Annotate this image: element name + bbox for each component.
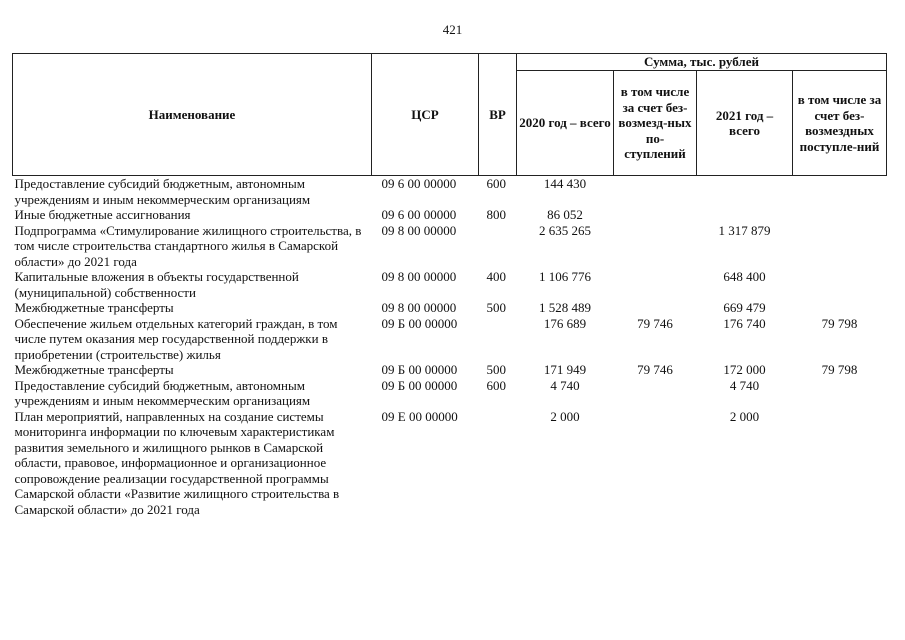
row-vr: 800 [486, 207, 506, 222]
row-name: План мероприятий, направленных на создание системы мониторинга информации по ключевым характеристикам развития земельного и жилищного рынков в Самарской области, правовое, информационное и организационное сопровождение реализации государственной программы Самарской области «Развитие жилищного строительства в Самарской области» до 2021 года [14, 408, 340, 517]
budget-table [12, 53, 887, 517]
table-row [13, 207, 887, 223]
row-name: Предоставление субсидий бюджетным, автономным учреждениям и иным некоммерческим организациям [14, 176, 311, 207]
row-2021-grants [793, 269, 887, 300]
row-2021-total: 669 479 [723, 300, 766, 315]
budget-table-container [12, 53, 886, 517]
row-2020-total: 4 740 [550, 377, 580, 393]
row-csr: 09 Е 00 00000 [381, 408, 458, 424]
header-vr: ВР [479, 54, 517, 176]
row-vr: 500 [486, 300, 506, 315]
row-vr: 600 [486, 377, 506, 393]
header-csr: ЦСР [372, 54, 479, 176]
row-2021-grants [793, 378, 887, 409]
table-row [13, 176, 887, 208]
row-name: Капитальные вложения в объекты государственной (муниципальной) собственности [14, 269, 299, 300]
row-2021-total: 2 000 [729, 408, 760, 424]
row-2021-total: 648 400 [723, 269, 766, 284]
row-2020-grants [614, 269, 697, 300]
row-2021-grants [793, 223, 887, 270]
row-2021-total: 1 317 879 [718, 222, 771, 238]
table-row [13, 362, 887, 378]
row-csr: 09 Б 00 00000 [381, 315, 458, 331]
row-csr: 09 8 00 00000 [381, 269, 457, 284]
row-2020-total: 2 635 265 [539, 222, 591, 238]
row-2020-grants [614, 378, 697, 409]
row-2020-grants [614, 176, 697, 208]
table-row [13, 409, 887, 518]
row-2021-grants [793, 176, 887, 208]
row-vr: 600 [486, 176, 506, 191]
table-row [13, 316, 887, 363]
row-2021-total [697, 176, 793, 208]
row-2020-total: 176 689 [543, 315, 587, 331]
row-name: Обеспечение жильем отдельных категорий граждан, в том числе путем оказания мер государственной поддержки в приобретении (строительстве) жилья [14, 315, 338, 362]
row-2021-grants: 79 798 [821, 315, 858, 331]
row-2021-total: 172 000 [723, 362, 766, 377]
header-2021-grants: в том числе за счет без-возмездных поступле-ний [793, 71, 887, 176]
row-csr: 09 8 00 00000 [381, 300, 457, 315]
row-2020-grants: 79 746 [637, 362, 673, 377]
header-2020-grants: в том числе за счет без-возмезд-ных по-ступлений [614, 71, 697, 176]
row-2020-grants: 79 746 [637, 315, 673, 331]
page-number: 421 [442, 22, 463, 37]
header-2020-total: 2020 год – всего [517, 71, 614, 176]
row-2021-total: 4 740 [729, 377, 760, 393]
row-2021-grants [793, 207, 887, 223]
row-2021-total [697, 207, 793, 223]
row-2021-total: 176 740 [723, 315, 766, 331]
row-2020-total: 144 430 [543, 176, 587, 191]
row-2021-grants [793, 300, 887, 316]
table-header [13, 54, 887, 176]
table-row [13, 223, 887, 270]
row-vr [479, 316, 517, 363]
header-name: Наименование [13, 54, 372, 176]
row-name: Иные бюджетные ассигнования [14, 207, 191, 222]
table-row [13, 300, 887, 316]
row-2021-grants [793, 409, 887, 518]
row-csr: 09 8 00 00000 [381, 222, 457, 238]
row-vr [479, 223, 517, 270]
row-name: Межбюджетные трансферты [14, 300, 174, 315]
row-2020-total: 1 528 489 [539, 300, 591, 315]
row-2020-grants [614, 409, 697, 518]
row-2020-total: 171 949 [543, 362, 587, 377]
row-csr: 09 Б 00 00000 [381, 377, 458, 393]
row-name: Подпрограмма «Стимулирование жилищного строительства, в том числе строительства стандартного жилья в Самарской области» до 2021 года [14, 222, 362, 269]
row-csr: 09 6 00 00000 [381, 176, 457, 191]
row-csr: 09 6 00 00000 [381, 207, 457, 222]
table-row [13, 269, 887, 300]
row-csr: 09 Б 00 00000 [381, 362, 458, 377]
header-sum: Сумма, тыс. рублей [517, 54, 887, 71]
row-vr [479, 409, 517, 518]
table-row [13, 378, 887, 409]
row-vr: 500 [486, 362, 506, 377]
row-2020-grants [614, 223, 697, 270]
row-vr: 400 [486, 269, 506, 284]
row-name: Межбюджетные трансферты [14, 362, 174, 377]
row-2020-total: 86 052 [547, 207, 583, 222]
row-2020-total: 2 000 [550, 408, 580, 424]
row-2020-grants [614, 300, 697, 316]
header-2021-total: 2021 год – всего [697, 71, 793, 176]
table-body [13, 176, 887, 518]
row-2020-total: 1 106 776 [539, 269, 591, 284]
row-2021-grants: 79 798 [821, 362, 858, 377]
row-2020-grants [614, 207, 697, 223]
row-name: Предоставление субсидий бюджетным, автономным учреждениям и иным некоммерческим организациям [14, 377, 311, 408]
